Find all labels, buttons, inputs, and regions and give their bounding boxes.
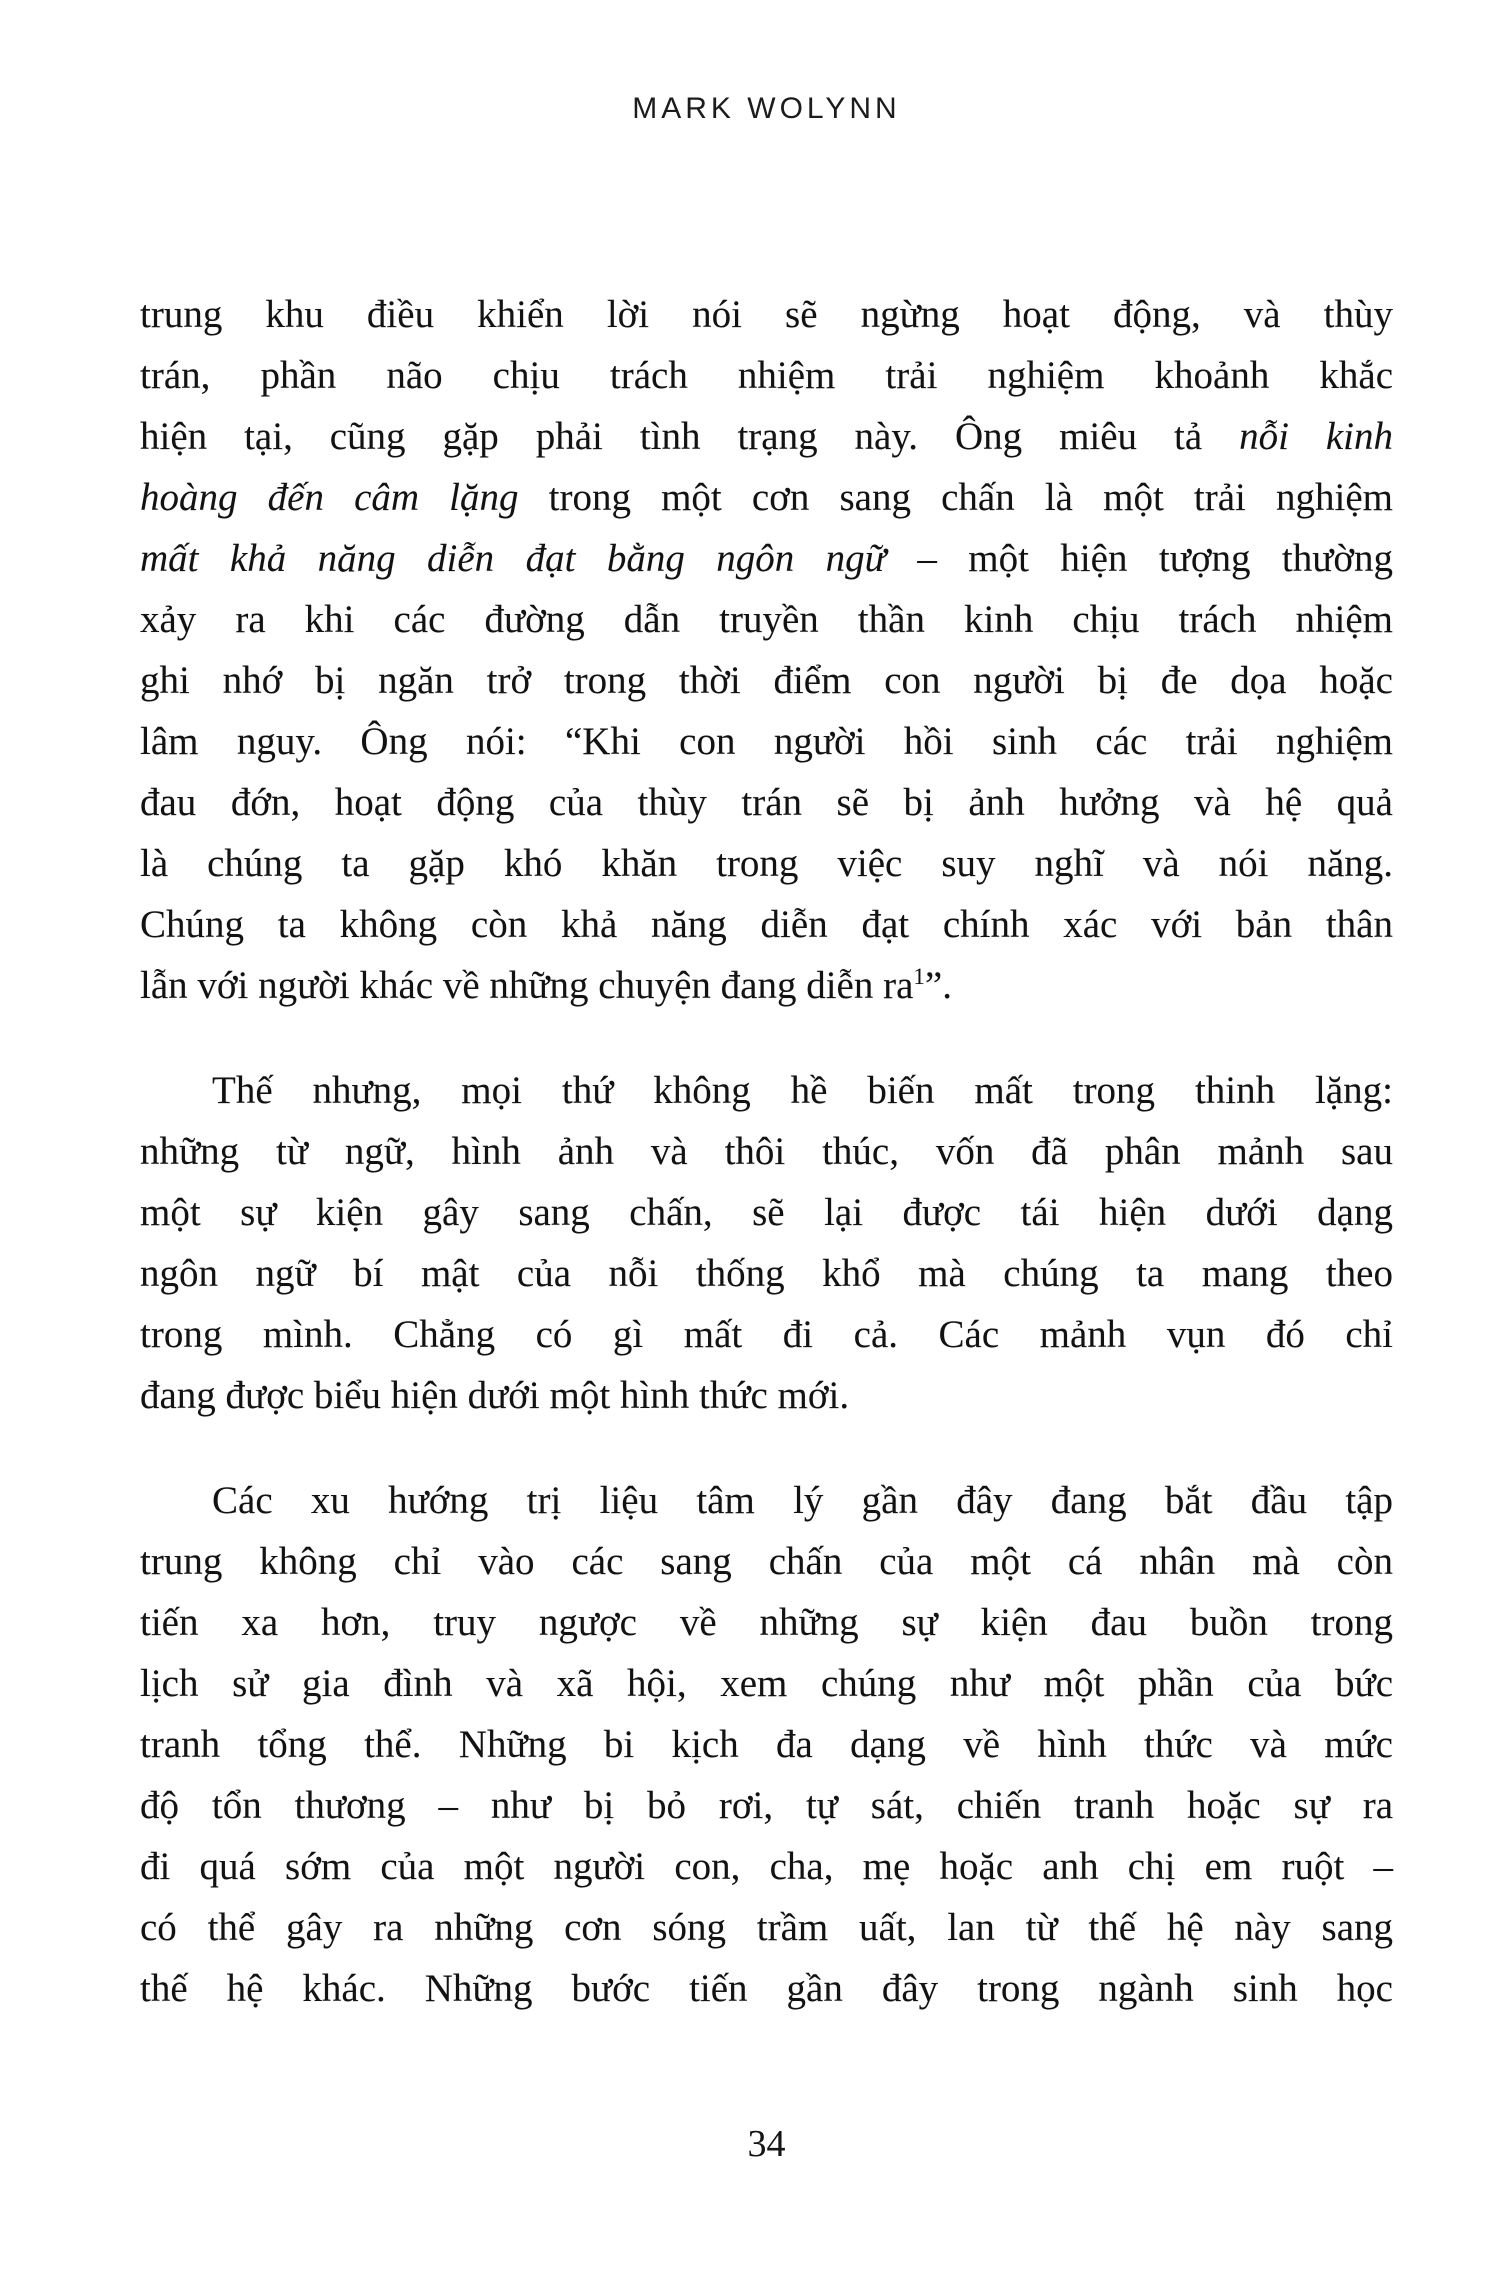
text-line: lẫn với người khác về những chuyện đang diễn $ra^1$”. — [140, 964, 952, 1007]
running-header: MARK WOLYNN — [632, 92, 901, 125]
text-line: tranh tổng thể. Những bi kịch đa dạng về hình thức và mức — [140, 1723, 1393, 1766]
text-line: đang được biểu hiện dưới một hình thức mới. — [140, 1374, 850, 1417]
paragraph — [140, 284, 1393, 1016]
text-line: trán, phần não chịu trách nhiệm trải nghiệm khoảnh khắc — [140, 354, 1393, 397]
text-line: thế hệ khác. Những bước tiến gần đây trong ngành sinh học — [140, 1967, 1393, 2010]
text-line: một sự kiện gây sang chấn, sẽ lại được tái hiện dưới dạng — [140, 1191, 1393, 1234]
text-line: những từ ngữ, hình ảnh và thôi thúc, vốn đã phân mảnh sau — [140, 1130, 1393, 1173]
text-line: lâm nguy. Ông nói: “Khi con người hồi sinh các trải nghiệm — [140, 720, 1393, 763]
text-line: có thể gây ra những cơn sóng trầm uất, lan từ thế hệ này sang — [140, 1906, 1393, 1949]
paragraph — [140, 1060, 1393, 1426]
text-line: đi quá sớm của một người con, cha, mẹ hoặc anh chị em ruột – — [140, 1845, 1393, 1888]
text-line: đau đớn, hoạt động của thùy trán sẽ bị ảnh hưởng và hệ quả — [140, 781, 1393, 824]
text-line: trung không chỉ vào các sang chấn của một cá nhân mà còn — [140, 1540, 1393, 1583]
body-text — [140, 284, 1393, 2019]
text-line: trong mình. Chẳng có gì mất đi cả. Các mảnh vụn đó chỉ — [140, 1313, 1393, 1356]
text-line: là chúng ta gặp khó khăn trong việc suy nghĩ và nói năng. — [140, 842, 1393, 885]
text-line: tiến xa hơn, truy ngược về những sự kiện đau buồn trong — [140, 1601, 1393, 1644]
text-line: mất khả năng diễn đạt bằng ngôn ngữ – một hiện tượng thường — [140, 537, 1393, 580]
text-line: Các xu hướng trị liệu tâm lý gần đây đang bắt đầu tập — [212, 1479, 1393, 1522]
text-line: lịch sử gia đình và xã hội, xem chúng như một phần của bức — [140, 1662, 1393, 1705]
text-line: ngôn ngữ bí mật của nỗi thống khổ mà chúng ta mang theo — [140, 1252, 1393, 1295]
text-line: trung khu điều khiển lời nói sẽ ngừng hoạt động, và thùy — [140, 293, 1393, 336]
text-line: hoàng đến câm lặng trong một cơn sang chấn là một trải nghiệm — [140, 476, 1393, 519]
text-line: xảy ra khi các đường dẫn truyền thần kinh chịu trách nhiệm — [140, 598, 1393, 641]
footnote-marker: 1 — [913, 964, 925, 989]
paragraph — [140, 1470, 1393, 2019]
text-line: ghi nhớ bị ngăn trở trong thời điểm con người bị đe dọa hoặc — [140, 659, 1393, 702]
text-line: hiện tại, cũng gặp phải tình trạng này. Ông miêu tả nỗi kinh — [140, 415, 1393, 458]
text-line: độ tổn thương – như bị bỏ rơi, tự sát, chiến tranh hoặc sự ra — [140, 1784, 1393, 1827]
page-number: 34 — [747, 2123, 786, 2165]
text-line: Thế nhưng, mọi thứ không hề biến mất trong thinh lặng: — [212, 1069, 1393, 1112]
text-line: Chúng ta không còn khả năng diễn đạt chính xác với bản thân — [140, 903, 1393, 946]
